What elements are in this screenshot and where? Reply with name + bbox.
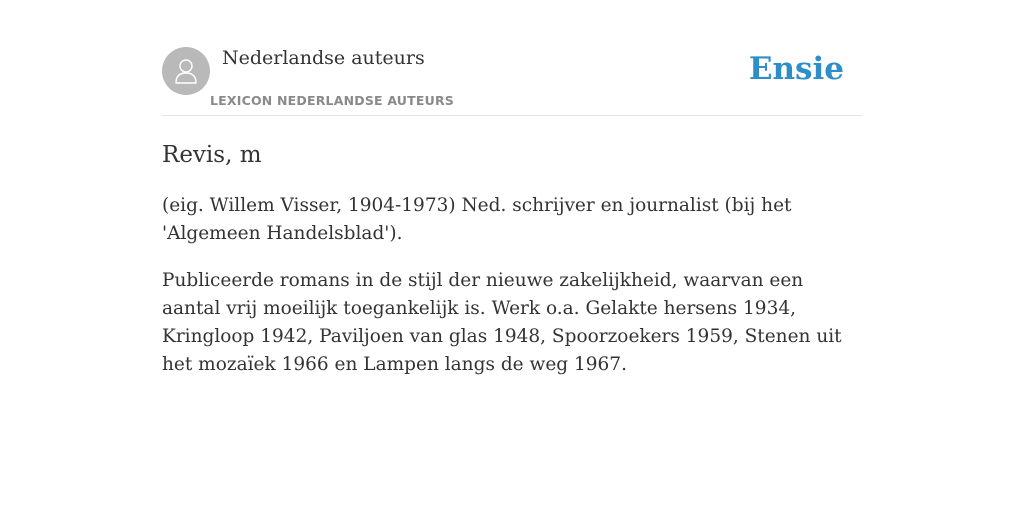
ensie-logo[interactable]: Ensie (748, 51, 844, 87)
lexicon-label[interactable]: LEXICON NEDERLANDSE AUTEURS (210, 93, 454, 108)
entry-title: Revis, m (162, 142, 262, 168)
user-silhouette-icon (172, 56, 200, 86)
page-header (162, 0, 862, 116)
entry-paragraph: Publiceerde romans in de stijl der nieuwe zakelijkheid, waarvan een aantal vrij moeilijk toegankelijk is. Werk o.a. Gelakte hersens 1934, Kringloop 1942, Paviljoen van glas 1948, Spoorzoekers 1959, Stenen uit het mozaïek 1966 en Lampen langs de weg 1967. (162, 270, 842, 375)
page-container (162, 0, 862, 375)
entry-body (162, 192, 862, 398)
author-name[interactable]: Nederlandse auteurs (222, 47, 425, 69)
user-avatar-icon[interactable] (162, 47, 210, 95)
entry-paragraph: (eig. Willem Visser, 1904-1973) Ned. schrijver en journalist (bij het 'Algemeen Handelsblad'). (162, 195, 792, 244)
